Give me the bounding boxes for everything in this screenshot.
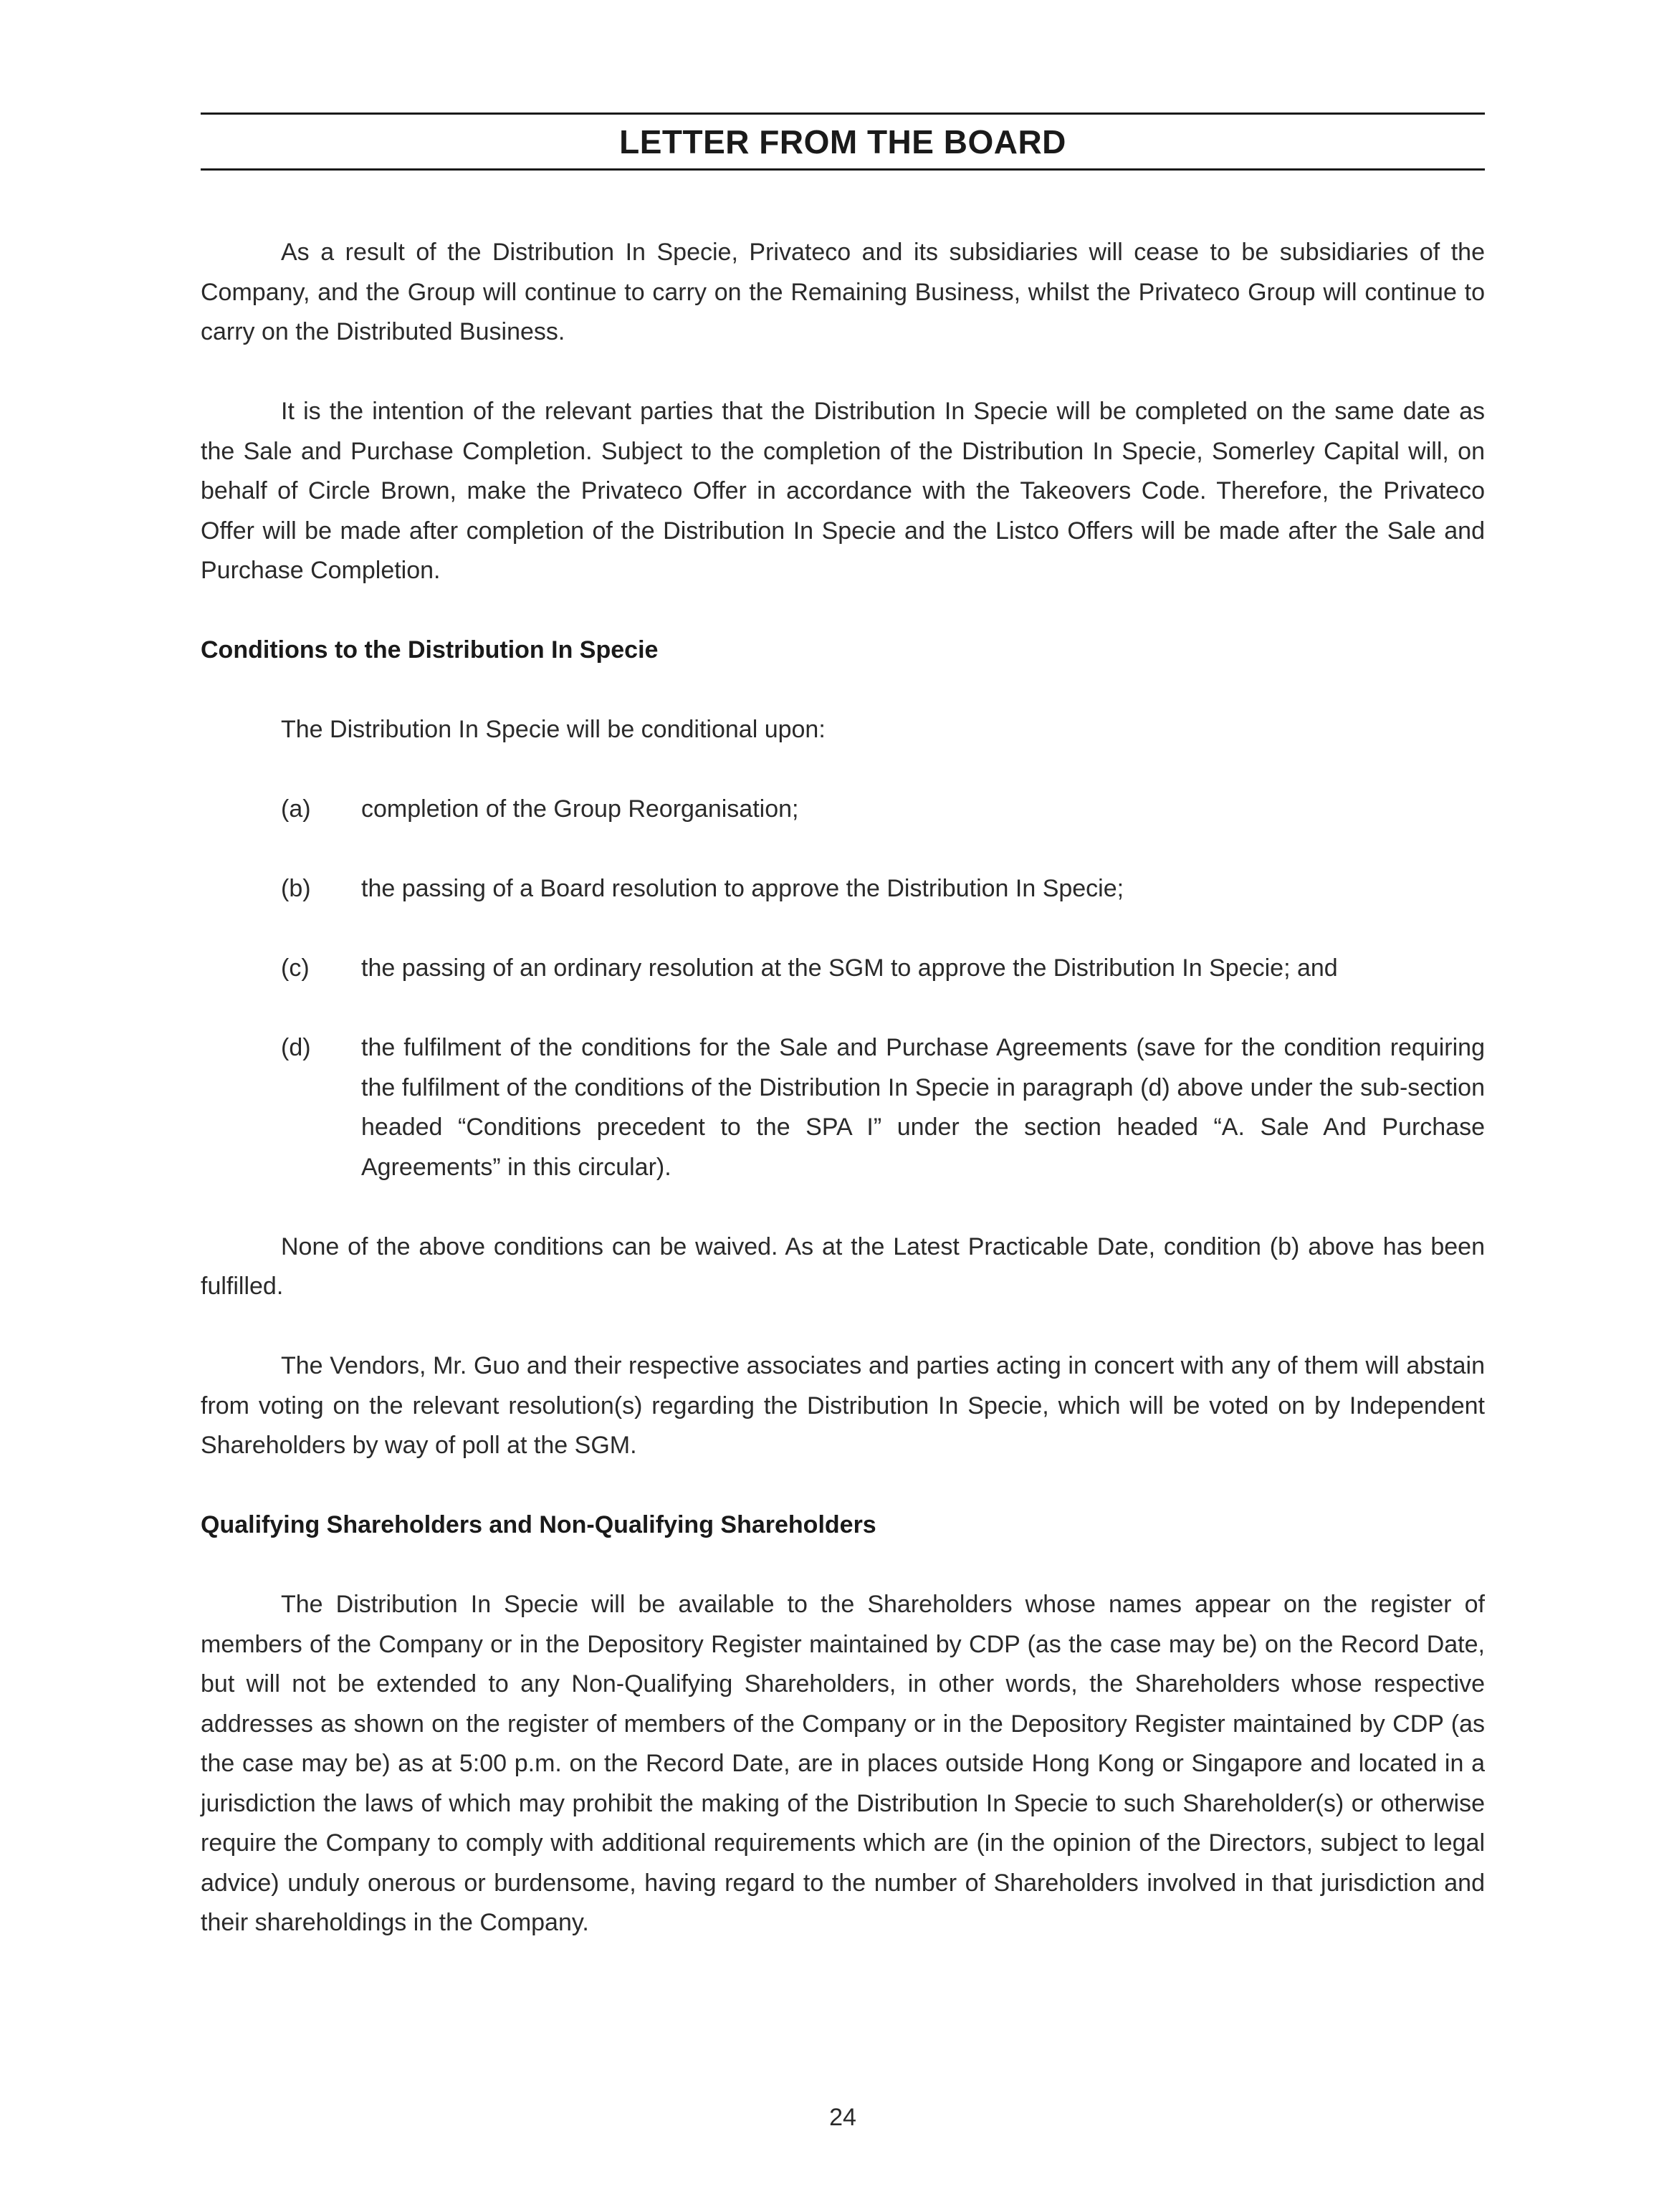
list-item-marker: (a) <box>281 795 311 823</box>
paragraph-completion-timing: It is the intention of the relevant parties that the Distribution In Specie will be completed on the same date as the Sale and Purchase Completion. Subject to the completion of the Distribution In Specie, Somerley Capital will, on behalf of Circle Brown, make the Privateco Offer in accordance with the Takeovers Code. Therefore, the Privateco Offer will be made after completion of the Distribution In Specie and the Listco Offers will be made after the Sale and Purchase Completion. <box>201 398 1485 584</box>
list-item <box>201 869 1485 909</box>
list-item-text: the passing of an ordinary resolution at the SGM to approve the Distribution In Specie; and <box>361 954 1338 982</box>
document-body <box>201 233 1485 1983</box>
list-item-marker: (d) <box>281 1034 311 1061</box>
section-heading-qualifying: Qualifying Shareholders and Non-Qualifying Shareholders <box>201 1511 876 1538</box>
conditions-list <box>201 790 1485 1187</box>
list-item-marker: (c) <box>281 954 310 982</box>
list-item <box>201 1028 1485 1187</box>
conditions-intro: The Distribution In Specie will be conditional upon: <box>281 716 826 743</box>
list-item <box>201 949 1485 989</box>
list-item-text: the fulfilment of the conditions for the Sale and Purchase Agreements (save for the condition requiring the fulfilment of the conditions of the Distribution In Specie in paragraph (d) above under the sub-section headed “Conditions precedent to the SPA I” under the section headed “A. Sale And Purchase Agreements” in this circular). <box>361 1034 1485 1181</box>
page-header-title: LETTER FROM THE BOARD <box>619 123 1066 161</box>
list-item-marker: (b) <box>281 875 311 902</box>
header-top-rule <box>201 112 1485 115</box>
paragraph-distribution-result: As a result of the Distribution In Specie, Privateco and its subsidiaries will cease to be subsidiaries of the Company, and the Group will continue to carry on the Remaining Business, whilst the Privateco Group will continue to carry on the Distributed Business. <box>201 239 1485 345</box>
list-item <box>201 790 1485 830</box>
header-bottom-rule <box>201 168 1485 171</box>
section-heading-conditions: Conditions to the Distribution In Specie <box>201 636 659 664</box>
page-number: 24 <box>829 2104 856 2131</box>
paragraph-waiver: None of the above conditions can be waived. As at the Latest Practicable Date, condition (b) above has been fulfilled. <box>201 1232 1485 1300</box>
list-item-text: completion of the Group Reorganisation; <box>361 795 799 823</box>
paragraph-qualifying-shareholders: The Distribution In Specie will be available to the Shareholders whose names appear on the register of members of the Company or in the Depository Register maintained by CDP (as the case may be) on the Record Date, but will not be extended to any Non-Qualifying Shareholders, in other words, the Shareholders whose respective addresses as shown on the register of members of the Company or in the Depository Register maintained by CDP (as the case may be) as at 5:00 p.m. on the Record Date, are in places outside Hong Kong or Singapore and located in a jurisdiction the laws of which may prohibit the making of the Distribution In Specie to such Shareholder(s) or otherwise require the Company to comply with additional requirements which are (in the opinion of the Directors, subject to legal advice) unduly onerous or burdensome, having regard to the number of Shareholders involved in that jurisdiction and their shareholdings in the Company. <box>201 1591 1485 1936</box>
list-item-text: the passing of a Board resolution to approve the Distribution In Specie; <box>361 875 1124 902</box>
paragraph-abstain: The Vendors, Mr. Guo and their respective associates and parties acting in concert with any of them will abstain from voting on the relevant resolution(s) regarding the Distribution In Specie, which will be voted on by Independent Shareholders by way of poll at the SGM. <box>201 1352 1485 1459</box>
